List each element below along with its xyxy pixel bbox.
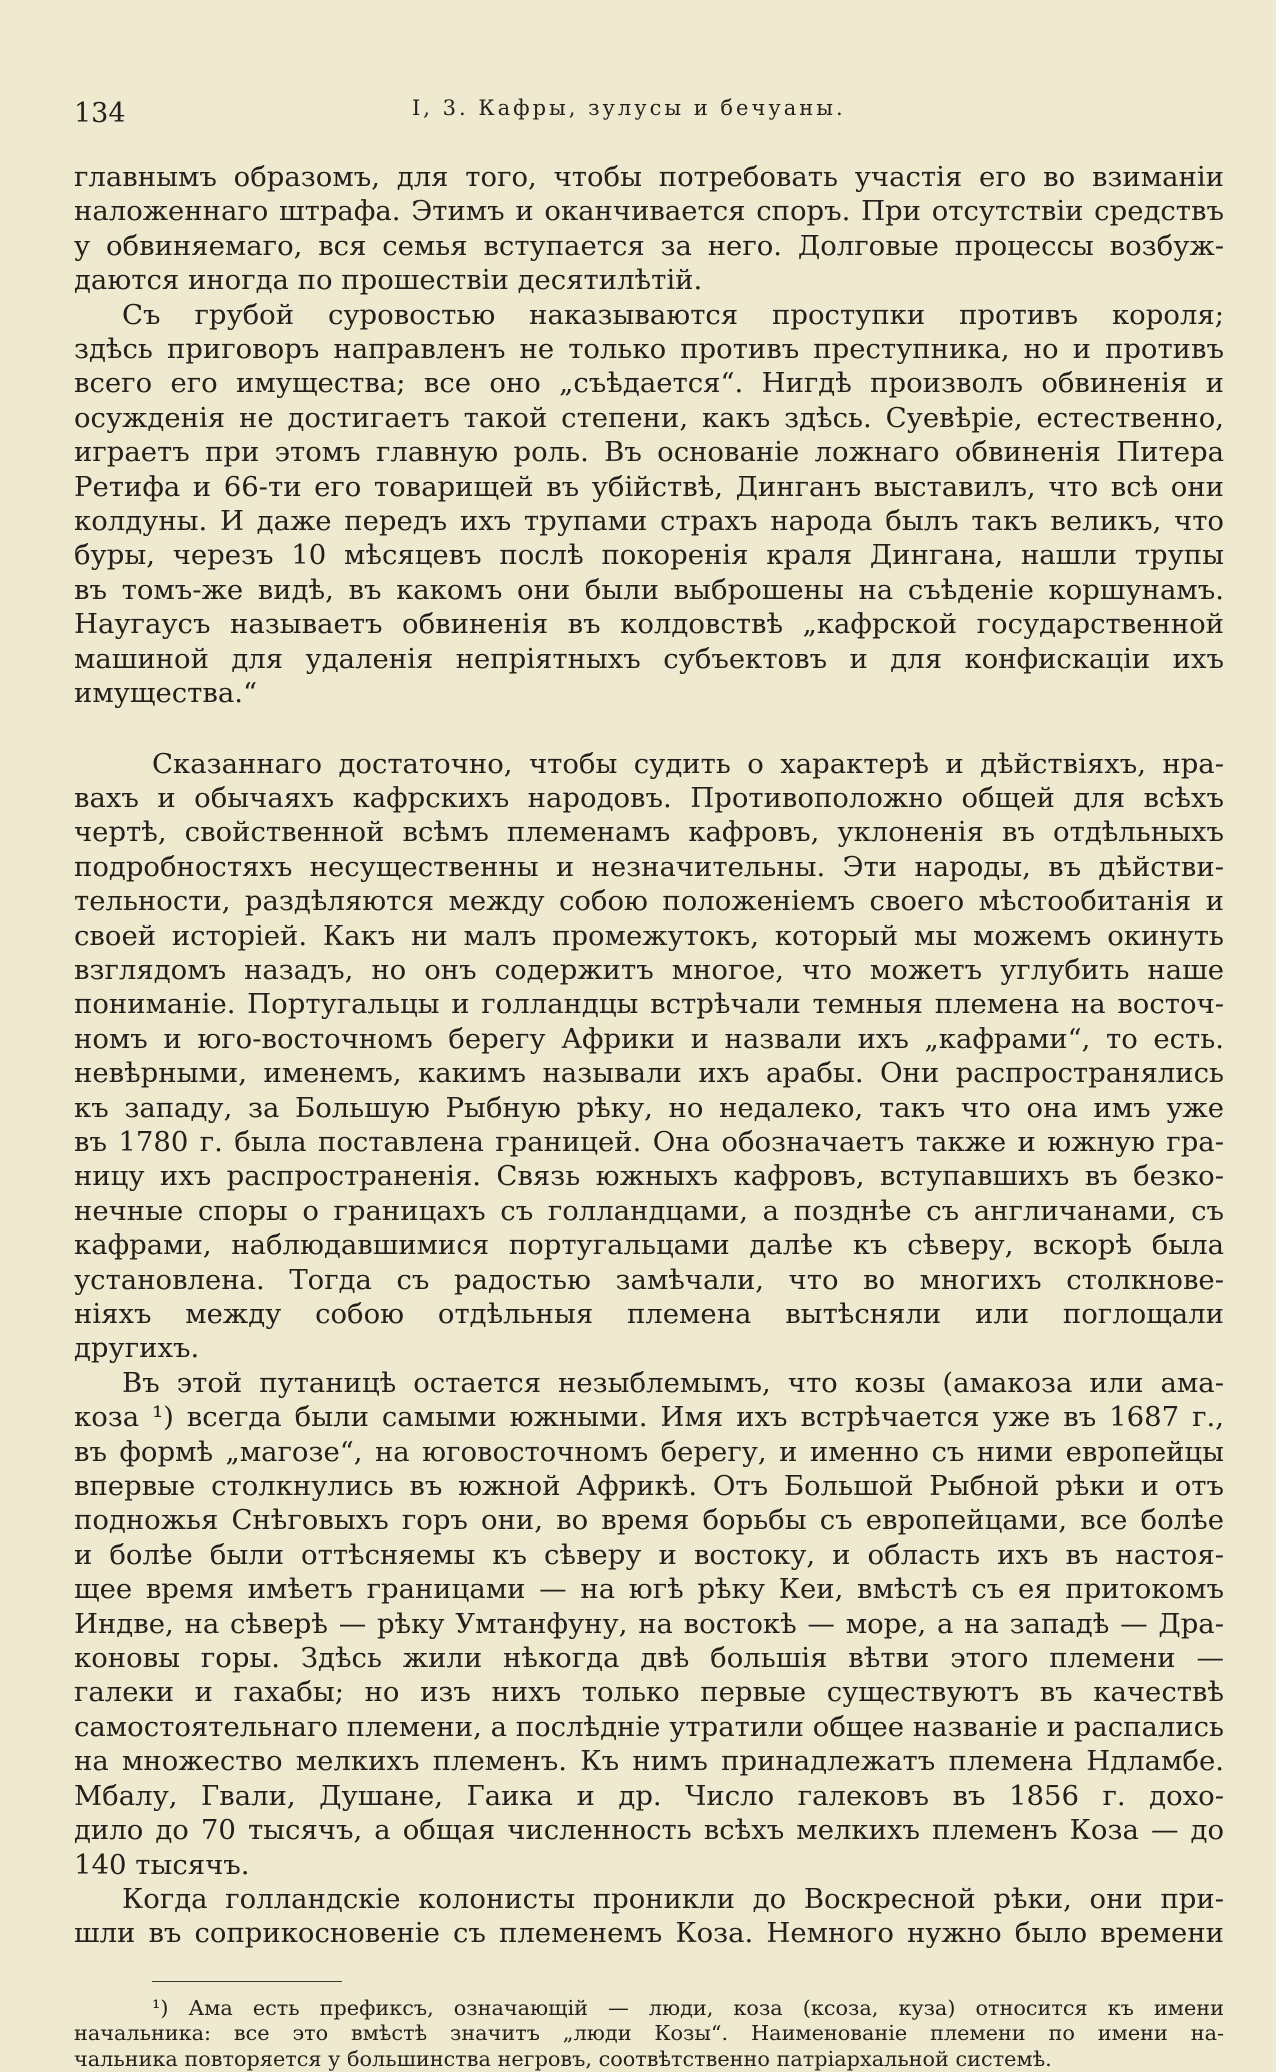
footnote-divider [152,1981,342,1982]
text-line: галеки и гахабы; но изъ нихъ только первые существуютъ въ качествѣ [74,1676,1224,1709]
page-number: 134 [74,98,126,129]
text-line: имущества.“ [74,677,258,710]
paragraph-gap [74,711,1224,747]
text-line: Когда голландскіе колонисты проникли до Воскресной рѣки, они при- [122,1882,1224,1915]
text-line: впервые столкнулись въ южной Африкѣ. Отъ Большой Рыбной рѣки и отъ [74,1470,1224,1503]
text-line: главнымъ образомъ, для того, чтобы потребовать участія его во взиманіи [74,161,1224,193]
chapter-title: I, 3. Кафры, зулусы и бечуаны. [412,96,846,120]
text-line: на множество мелкихъ племенъ. Къ нимъ принадлежатъ племена Ндламбе. [74,1745,1224,1778]
text-line: невѣрными, именемъ, какимъ называли ихъ арабы. Они распространялись [74,1057,1224,1090]
paragraph [74,298,1224,711]
text-line: ніяхъ между собою отдѣльныя племена вытѣсняли или поглощали [74,1298,1224,1330]
text-line: взглядомъ назадъ, но онъ содержитъ многое, что можетъ углубить наше [74,953,1224,986]
text-line: машиной для удаленія непріятныхъ субъектовъ и для конфискаціи ихъ [74,642,1224,675]
footnote-line: ¹) Ама есть префиксъ, означающій — люди, коза (ксоза, куза) относится къ имени [152,1995,1224,2020]
footnote [74,1996,1224,2072]
text-line: даются иногда по прошествіи десятилѣтій. [74,264,703,297]
text-line: Мбалу, Гвали, Душане, Гаика и др. Число галековъ въ 1856 г. дохо- [74,1779,1224,1812]
text-line: тельности, раздѣляются между собою положеніемъ своего мѣстообитанія и [74,885,1224,918]
text-line: въ формѣ „магозе“, на юговосточномъ берегу, и именно съ ними европейцы [74,1435,1224,1468]
text-line: въ 1780 г. была поставлена границей. Она обозначаетъ также и южную гра- [74,1125,1224,1158]
text-line: шли въ соприкосновеніе съ племенемъ Коза. Немного нужно было времени [74,1917,1224,1950]
text-line: щее время имѣетъ границами — на югѣ рѣку Кеи, вмѣстѣ съ ея притокомъ [74,1573,1224,1606]
footnote-line: чальника повторяется у большинства негровъ, соотвѣтственно патріархальной системѣ. [74,2046,1052,2071]
text-line: Въ этой путаницѣ остается незыблемымъ, что козы (амакоза или ама- [122,1366,1224,1399]
text-line: и болѣе были оттѣсняемы къ сѣверу и востоку, и область ихъ въ настоя- [74,1538,1224,1571]
text-line: номъ и юго-восточномъ берегу Африки и назвали ихъ „кафрами“, то есть. [74,1022,1224,1055]
text-line: нечные споры о границахъ съ голландцами, а позднѣе съ англичанами, съ [74,1194,1224,1227]
text-line: всего его имущества; все оно „съѣдается“. Нигдѣ произволъ обвиненія и [74,367,1224,400]
text-line: вахъ и обычаяхъ кафрскихъ народовъ. Противоположно общей для всѣхъ [74,781,1224,814]
text-line: Ретифа и 66-ти его товарищей въ убійствѣ, Динганъ выставилъ, что всѣ они [74,470,1224,503]
paragraph [74,160,1224,298]
text-line: играетъ при этомъ главную роль. Въ основаніе ложнаго обвиненія Питера [74,436,1224,469]
text-line: чертѣ, свойственной всѣмъ племенамъ кафровъ, уклоненія въ отдѣльныхъ [74,816,1224,849]
paragraph [74,747,1224,1366]
paragraph [74,1882,1224,1951]
text-line: коза ¹) всегда были самыми южными. Имя ихъ встрѣчается уже въ 1687 г., [74,1401,1224,1434]
text-line: Сказаннаго достаточно, чтобы судить о характерѣ и дѣйствіяхъ, нра- [152,747,1224,780]
text-line: буры, черезъ 10 мѣсяцевъ послѣ покоренія краля Дингана, нашли трупы [74,539,1224,572]
text-line: пониманіе. Португальцы и голландцы встрѣчали темныя племена на восточ- [74,988,1224,1021]
text-line: въ томъ-же видѣ, въ какомъ они были выброшены на съѣденіе коршунамъ. [74,573,1224,606]
text-line: кафрами, наблюдавшимися португальцами далѣе къ сѣверу, вскорѣ была [74,1229,1224,1262]
text-line: ницу ихъ распространенія. Связь южныхъ кафровъ, вступавшихъ въ безко- [74,1160,1224,1193]
text-line: подножья Снѣговыхъ горъ они, во время борьбы съ европейцами, все болѣе [74,1504,1224,1537]
text-line: 140 тысячъ. [74,1848,250,1881]
paragraph [74,1366,1224,1882]
text-line: Индве, на сѣверѣ — рѣку Умтанфуну, на востокѣ — море, а на западѣ — Дра- [74,1607,1224,1640]
body-text [74,160,1224,1951]
text-line: Наугаусъ называетъ обвиненія въ колдовствѣ „кафрской государственной [74,608,1224,641]
footnote-line: начальника: все это вмѣстѣ значитъ „люди Козы“. Наименованіе племени по имени на- [74,2021,1224,2046]
text-line: установлена. Тогда съ радостью замѣчали, что во многихъ столкнове- [74,1263,1224,1296]
text-line: другихъ. [74,1332,200,1365]
text-line: здѣсь приговоръ направленъ не только противъ преступника, но и противъ [74,333,1224,366]
text-line: наложеннаго штрафа. Этимъ и оканчивается споръ. При отсутствіи средствъ [74,195,1224,228]
text-line: колдуны. И даже передъ ихъ трупами страхъ народа былъ такъ великъ, что [74,505,1224,538]
text-line: коновы горы. Здѣсь жили нѣкогда двѣ большія вѣтви этого племени — [74,1642,1224,1675]
text-line: дило до 70 тысячъ, а общая численность всѣхъ мелкихъ племенъ Коза — до [74,1814,1224,1847]
text-line: подробностяхъ несущественны и незначительны. Эти народы, въ дѣйстви- [74,850,1224,883]
text-line: къ западу, за Большую Рыбную рѣку, но недалеко, такъ что она имъ уже [74,1091,1224,1124]
text-line: Съ грубой суровостью наказываются проступки противъ короля; [122,298,1224,331]
text-line: своей исторіей. Какъ ни малъ промежутокъ, который мы можемъ окинуть [74,919,1224,952]
text-line: осужденія не достигаетъ такой степени, какъ здѣсь. Суевѣріе, естественно, [74,401,1224,434]
text-line: у обвиняемаго, вся семья вступается за него. Долговые процессы возбуж- [74,229,1224,262]
text-line: самостоятельнаго племени, а послѣдніе утратили общее названіе и распались [74,1710,1224,1743]
book-page [74,90,1224,2072]
running-head [74,90,1224,134]
